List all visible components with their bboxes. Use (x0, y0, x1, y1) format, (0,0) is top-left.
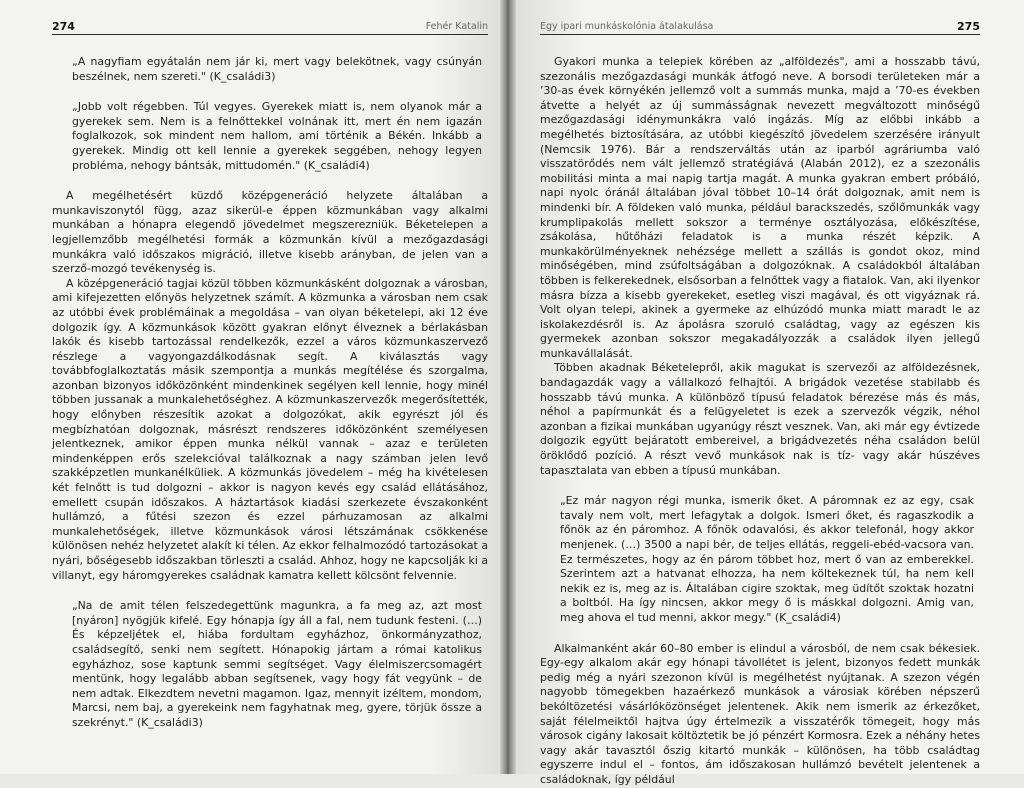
right-page-number: 275 (957, 20, 980, 33)
body-paragraph: Alkalmanként akár 60–80 ember is elindul a városból, de nem csak békesiek. Egy-egy alkalom akár egy hónapi távollétet is jelent, bizonyos fedett munkák pedig még a nyári szezonon kívül is megélhetést nyújtanak. A szezon végén nagyobb tömegekben hazaérkező munkások a városiak körében népszerű bekóltözetési vásárlóközönséget jelentenek. Akik nem ismerik az érkezőket, saját félelmeiktől hajtva úgy értelmezik a visszatérők tömegeit, hogy más városok cigány lakosait költöztetik be jó pénzért Kormosra. Ezek a néhány hetes vagy akár tavasztól őszig kitartó munkák – különösen, ha több családtag egyszerre indul el – fontos, ám időszakosan hullámzó bevételt jelentenek a családoknak, így például (540, 641, 980, 786)
right-page-header (540, 0, 980, 35)
interview-quote (52, 100, 488, 173)
quote-text: „A nagyfiam egyátalán nem jár ki, mert vagy belekötnek, vagy csúnyán beszélnek, nem szereti." (K_családi3) (72, 55, 482, 83)
left-page-header (52, 0, 488, 35)
right-page (508, 0, 1024, 786)
body-paragraph: A középgeneráció tagjai közül többen közmunkásként dolgoznak a városban, ami kifejezetten előnyös helyzetnek számít. A közmunka a városban nem csak az utóbbi évek problémáinak a megoldása – van olyan béketelepi, aki 12 éve dolgozik így. A közmunkások között gyakran előnyt élveznek a bérlakásban lakók és kisebb tartozással rendelkezők, ezzel a város közmunkaszervező részlege a vagyongazdálkodásnak segít. A kiválasztás vagy továbbfoglalkoztatás másik szempontja a munkás megítélése és szorgalma, azonban bizonyos időközönként mindenkinek segélyen kell lennie, hogy minél többen jussanak a munkalehetőséghez. A közmunkaszervezők megerősítették, hogy előnyben részesítik azokat a dolgozókat, akik egyrészt jól és megbízhatóan dolgoznak, másrészt rendszeres időközönként személyesen jelentkeznek, amikor éppen munka nélkül vannak – azaz e területen mindenképpen erős szelekcióval találkoznak a nagy számban jelen levő szakképzetlen munkanélküliek. A közmunkás jövedelem – még ha kivételesen két felnőtt is tud dolgozni – akkor is nagyon kevés egy család ellátásához, emellett csupán időszakos. A háztartások kiadási szerkezete évszakonként hullámzó, a fűtési szezon és ezzel párhuzamosan az alkalmi munkalehetőségek, illetve közmunkások városi létszámának csökkenése különösen nehéz helyzetet alakít ki télen. Az ekkor felhalmozódó tartozásokat a nyári, bőségesebb időszakban törleszti a család. Ahhoz, hogy ne kapcsolják ki a villanyt, egy háromgyerekes családnak kamatra kellett kölcsönt felvennie. (52, 276, 488, 582)
interview-quote (540, 494, 980, 625)
interview-quote (52, 55, 488, 84)
quote-text: „Jobb volt régebben. Túl vegyes. Gyerekek miatt is, nem olyanok már a gyerekek sem. Nem is a felnőttekkel volnának itt, mert én nem igazán foglalkozok, sok mindent nem hallom, ami történik a Békén. Inkább a gyerekek. Mindig ott kell lennie a gyerekek seggében, nehogy legyen probléma, nehogy bántsák, mittudomén." (K_családi4) (72, 100, 482, 172)
right-page-body (540, 55, 980, 788)
left-running-head: Fehér Katalin (425, 21, 488, 32)
body-paragraph: A megélhetésért küzdő középgeneráció helyzete általában a munkaviszonytól függ, azaz sikerül-e éppen közmunkában vagy alkalmi munkában a hónapra elegendő jövedelmet megszerezniük. Béketelepen a legjellemzőbb megélhetési formák a közmunkán kívül a mezőgazdasági munkákra való időszakos migráció, illetve kisebb arányban, de jelen van a szerző-mozgó tevékenység is. (52, 189, 488, 276)
body-paragraph: Gyakori munka a telepiek körében az „alföldezés", ami a hosszabb távú, szezonális mezőgazdasági munkák átfogó neve. A borsodi területeken már a ’30-as évek környékén jellemző volt a summás munka, majd a ’70-es években átvette a helyét az új summásságnak nevezett megváltozott minőségű mezőgazdasági idénymunkákra való ingázás. Míg az előbbi inkább a megélhetés biztosítására, az utóbbi kiegészítő jövedelem szerzésére irányult (Nemcsik 1976). Bár a rendszerváltás után az iparból agráriumba való visszatörődés nem vált jellemző stratégiává (Alabán 2012), ez a szezonális mobilitási minta a mai napig tartja magát. A munka gyakran embert próbáló, napi nyolc óránál általában jóval többet 10–14 órát dolgoznak, amit nem is mindenki bír. A földeken való munka, például barackszedés, szőlőmunkák vagy krumplipakolás mellett sokszor a terménye osztályozása, előkészítése, zsákolása, hűtőházi feladatok is a munka részét képzik. A munkakörülményeknek nehézsége mellett a szállás is gondot okoz, mind minőségében, mind zsúfoltságában a dolgozóknak. A családokból általában többen is felkerekednek, elsősorban a felnőttek vagy a fiatalok. Van, aki ilyenkor másra bízza a kisebb gyerekeket, esetleg viszi magával, és ott vigyáznak rá. Volt olyan telepi, akinek a gyermeke az elhúzódó munka miatt maradt le az iskolakezdésről is. Az ápolásra szoruló családtag, vagy az egészen kis gyermekek azonban sokszor megakadályozzák a családok ilyen jellegű munkavállalását. (540, 55, 980, 360)
left-page (0, 0, 508, 774)
quote-text: „Ez már nagyon régi munka, ismerik őket. A páromnak ez az egy, csak tavaly nem volt, mert lefagytak a dolgok. Ismeri őket, és ragaszkodik a főnök az én páromhoz. A főnök odavalósi, és akkor telefonál, hogy akkor menjenek. (…) 3500 a napi bér, de teljes ellátás, reggeli-ebéd-vacsora van. Ez természetes, hogy az én párom többet hoz, mert ő van az emberekkel. Szerintem azt a hatvanat elhozza, ha nem költekeznek túl, ha nem kell nekik ez is, meg az is. Általában cigire szoktak, meg üdítőt szoktak hozatni a boltból. Ha így nincsen, akkor megy ő is máskkal dolgozni. Amig van, meg ahova el tud menni, akkor megy." (K_családi4) (560, 494, 974, 624)
interview-quote (52, 599, 488, 730)
book-gutter (500, 0, 516, 774)
left-page-body (52, 55, 488, 731)
body-paragraph: Többen akadnak Béketelepről, akik magukat is szervezői az alföldezésnek, bandagazdák vagy a vállalkozó felhajtói. A brigádok vezetése stabilabb és hosszabb távú munka. A különböző típusú feladatok bérezése más és más, néhol a papírmunkát és a felügyeletet is ezek a szervezők végzik, néhol azonban a fizikai munkában ugyanúgy részt vesznek. Van, aki már egy évtizede dolgozik együtt bejáratott embereivel, a brigádvezetés néha családon belül öröklődő pozíció. A részt vevő munkások nak is tíz- vagy akár húszéves tapasztalata van ebben a típusú munkában. (540, 361, 980, 477)
quote-text: „Na de amit télen felszedegettünk magunkra, a fa meg az, azt most [nyáron] nyögjük kifelé. Egy hónapja így áll a fal, nem tudunk festeni. (…) És képzeljétek el, hiába fordultam egyházhoz, önkormányzathoz, családsegítő, senki nem segített. Hónapokig jártam a római katolikus egyházhoz, sose kaptunk semmi segítséget. Vagy élelmiszercsomagért mentünk, hogy legalább abban segítsenek, vagy hogy fát vegyünk – de nem adtak. Elkezdtem nevetni magamon. Igaz, mennyit izéltem, mondom, Marcsi, nem baj, a gyerekeink nem fagyhatnak meg, gyere, törjük össze a szekrényt." (K_családi3) (72, 599, 482, 729)
left-page-number: 274 (52, 20, 75, 33)
right-running-head: Egy ipari munkáskolónia átalakulása (540, 21, 714, 32)
